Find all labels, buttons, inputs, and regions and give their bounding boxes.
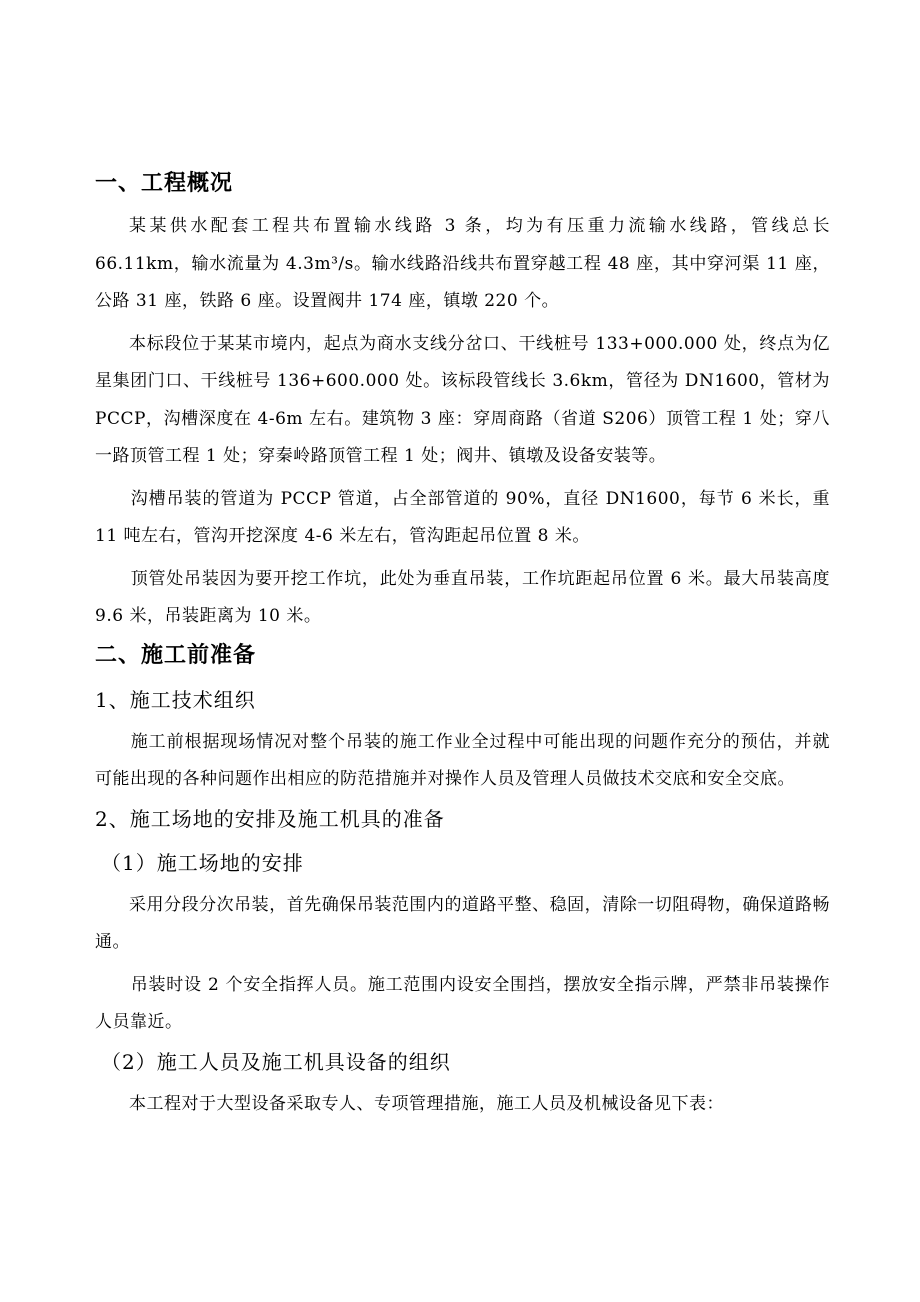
site-arrangement-paragraph-1: 采用分段分次吊装，首先确保吊装范围内的道路平整、稳固，清除一切阻碍物，确保道路畅通。: [95, 894, 830, 952]
technical-organization-paragraph: 施工前根据现场情况对整个吊装的施工作业全过程中可能出现的问题作充分的预估，并就可能出现的各种问题作出相应的防范措施并对操作人员及管理人员做技术交底和安全交底。: [95, 731, 830, 789]
overview-paragraph-2: 本标段位于某某市境内，起点为商水支线分岔口、干线桩号 133+000.000 处，终点为亿星集团门口、干线桩号 136+600.000 处。该标段管线长 3.6km，管径为 DN1600，管材为 PCCP，沟槽深度在 4-6m 左右。建筑物 3 座：穿周商路（省道 S206）顶管工程 1 处；穿八一路顶管工程 1 处；穿秦岭路顶管工程 1 处；阀井、镇墩及设备安装等。: [95, 333, 830, 466]
subheading-site-arrangement: （1）施工场地的安排: [101, 850, 304, 875]
subheading-personnel-and-equipment: （2）施工人员及施工机具设备的组织: [101, 1049, 451, 1074]
subheading-site-and-equipment: 2、施工场地的安排及施工机具的准备: [95, 806, 445, 831]
section-heading-overview: 一、工程概况: [95, 171, 234, 196]
overview-paragraph-4: 顶管处吊装因为要开挖工作坑，此处为垂直吊装，工作坑距起吊位置 6 米。最大吊装高度 9.6 米，吊装距离为 10 米。: [95, 568, 830, 626]
personnel-equipment-paragraph: 本工程对于大型设备采取专人、专项管理措施，施工人员及机械设备见下表：: [129, 1093, 724, 1114]
section-heading-preparation: 二、施工前准备: [95, 642, 257, 668]
overview-paragraph-1: 某某供水配套工程共布置输水线路 3 条，均为有压重力流输水线路，管线总长 66.11km，输水流量为 4.3m³/s。输水线路沿线共布置穿越工程 48 座，其中穿河渠 11 座，公路 31 座，铁路 6 座。设置阀井 174 座，镇墩 220 个。: [95, 216, 830, 311]
subheading-technical-organization: 1、施工技术组织: [95, 687, 256, 712]
document-page: [95, 164, 830, 1123]
site-arrangement-paragraph-2: 吊装时设 2 个安全指挥人员。施工范围内设安全围挡，摆放安全指示牌，严禁非吊装操作人员靠近。: [95, 974, 830, 1032]
overview-paragraph-3: 沟槽吊装的管道为 PCCP 管道，占全部管道的 90%，直径 DN1600，每节 6 米长，重 11 吨左右，管沟开挖深度 4-6 米左右，管沟距起吊位置 8 米。: [95, 488, 830, 546]
